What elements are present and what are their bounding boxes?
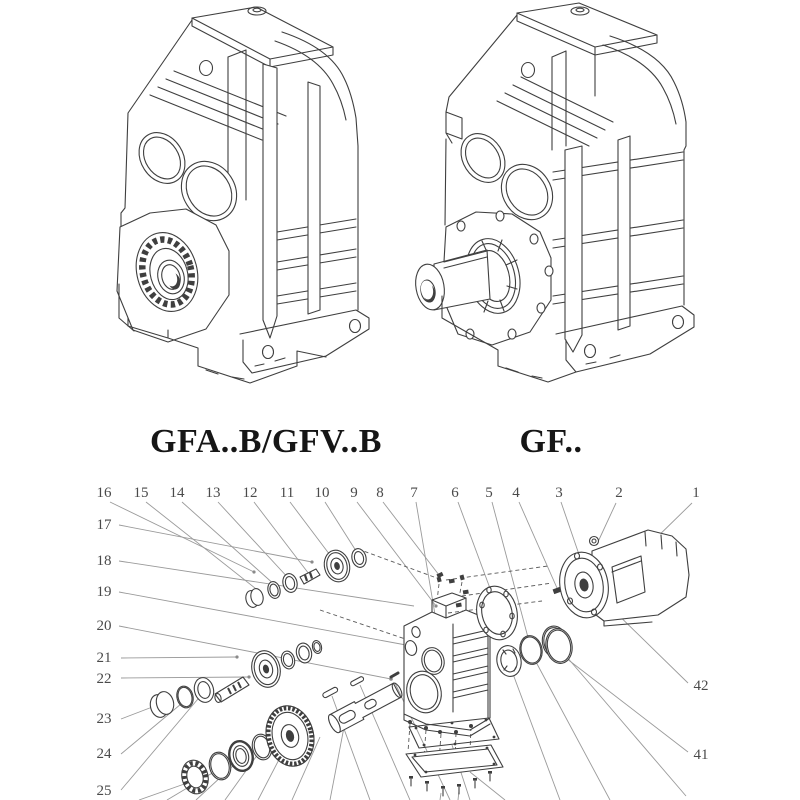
callout-1: 1 xyxy=(692,485,700,501)
callout-9: 9 xyxy=(350,485,358,501)
callout-23: 23 xyxy=(96,711,112,727)
callout-5: 5 xyxy=(485,485,493,501)
callout-25: 25 xyxy=(96,783,112,799)
callout-18: 18 xyxy=(96,553,112,569)
model-label-left: GFA..B/GFV..B xyxy=(150,423,382,460)
callout-7: 7 xyxy=(410,485,418,501)
callout-4: 4 xyxy=(512,485,520,501)
callout-19: 19 xyxy=(96,584,112,600)
callout-10: 10 xyxy=(314,485,330,501)
model-label-right: GF.. xyxy=(519,423,583,460)
callout-3: 3 xyxy=(555,485,563,501)
gearbox-drawing-gfab xyxy=(117,7,369,383)
callout-24: 24 xyxy=(96,746,112,762)
exploded-parts-diagram xyxy=(97,485,709,800)
callout-16: 16 xyxy=(96,485,112,501)
intermediate-shaft-parts xyxy=(148,640,323,720)
callout-17: 17 xyxy=(96,517,112,533)
callout-41: 41 xyxy=(693,747,709,763)
callout-14: 14 xyxy=(169,485,185,501)
callout-15: 15 xyxy=(133,485,149,501)
callout-20: 20 xyxy=(96,618,112,634)
gearbox-drawing-gf xyxy=(412,3,694,382)
motor xyxy=(543,530,689,665)
callout-2: 2 xyxy=(615,485,623,501)
callout-numbers xyxy=(97,485,709,799)
input-shaft-parts xyxy=(244,547,443,609)
callout-21: 21 xyxy=(96,650,112,666)
callout-6: 6 xyxy=(451,485,459,501)
callout-22: 22 xyxy=(96,671,112,687)
cover-parts xyxy=(406,718,503,796)
callout-42: 42 xyxy=(693,678,709,694)
callout-11: 11 xyxy=(279,485,295,501)
callout-8: 8 xyxy=(376,485,384,501)
exploded-housing xyxy=(402,575,490,736)
callout-12: 12 xyxy=(242,485,258,501)
callout-13: 13 xyxy=(205,485,221,501)
